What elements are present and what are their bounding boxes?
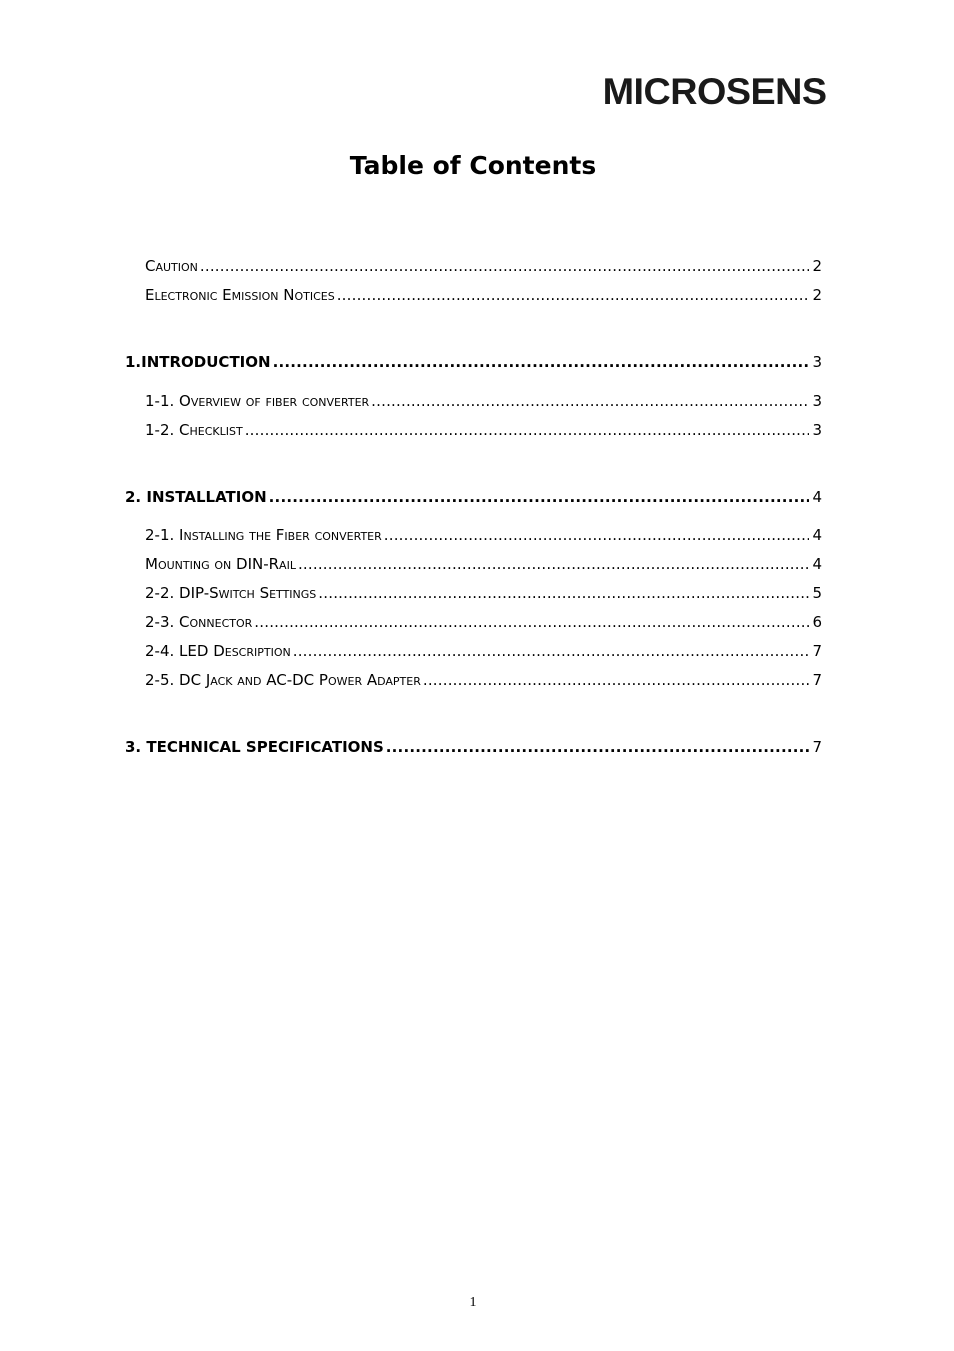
toc-page-number: 5 xyxy=(812,584,822,602)
dot-leader xyxy=(384,525,810,545)
toc-entry-title: Mounting on DIN-Rail xyxy=(145,555,296,573)
dot-leader xyxy=(318,583,809,603)
toc-entry-dip-switch-settings[interactable] xyxy=(145,583,822,603)
dot-leader xyxy=(245,420,810,440)
toc-page-number: 3 xyxy=(812,392,822,410)
toc-entry-title: 1.INTRODUCTION xyxy=(125,353,271,371)
toc-entry-title: LED Description xyxy=(179,642,291,660)
dot-leader xyxy=(200,256,810,276)
toc-page-number: 4 xyxy=(812,526,822,544)
toc-entry-label: 1-1. Overview of fiber converter xyxy=(145,392,370,410)
toc-entry-title: Electronic Emission Notices xyxy=(145,286,335,304)
toc-entry-label: 2-5. DC Jack and AC-DC Power Adapter xyxy=(145,671,421,689)
toc-page-number: 7 xyxy=(812,671,822,689)
toc-entry-connector[interactable] xyxy=(145,612,822,632)
toc-entry-checklist[interactable] xyxy=(145,420,822,440)
toc-entry-led-description[interactable] xyxy=(145,641,822,661)
toc-entry-title: 2. INSTALLATION xyxy=(125,488,267,506)
toc-entry-installing-fiber-converter[interactable] xyxy=(145,525,822,545)
toc-entry-introduction[interactable] xyxy=(125,352,822,372)
toc-page-number: 3 xyxy=(812,353,822,371)
dot-leader xyxy=(293,641,810,661)
toc-page-number: 7 xyxy=(812,642,822,660)
toc-entry-label xyxy=(125,737,384,757)
toc-entry-electronic-emission-notices[interactable] xyxy=(145,285,822,305)
dot-leader xyxy=(254,612,809,632)
toc-entry-title: DIP-Switch Settings xyxy=(179,584,317,602)
toc-entry-technical-specifications[interactable] xyxy=(125,737,822,757)
toc-entry-installation[interactable] xyxy=(125,487,822,507)
toc-page-number: 4 xyxy=(812,488,822,506)
toc-entry-overview[interactable] xyxy=(145,391,822,411)
toc-entry-label: 2-4. LED Description xyxy=(145,642,291,660)
toc-page-number: 3 xyxy=(812,421,822,439)
dot-leader xyxy=(423,670,810,690)
toc-entry-label: 2-1. Installing the Fiber converter xyxy=(145,526,382,544)
page-number: 1 xyxy=(469,1295,477,1310)
toc-entry-title: Installing the Fiber converter xyxy=(179,526,382,544)
toc-entry-title: Checklist xyxy=(179,421,243,439)
microsens-logo: MICROSENS xyxy=(603,71,827,112)
toc-entry-label: 2-3. Connector xyxy=(145,613,253,631)
toc-entry-caution[interactable] xyxy=(145,256,822,276)
dot-leader xyxy=(386,737,810,757)
toc-entry-mounting-din-rail[interactable] xyxy=(145,554,822,574)
toc-entry-label: 1-2. Checklist xyxy=(145,421,243,439)
toc-entry-label xyxy=(145,554,296,574)
toc-entry-label xyxy=(145,285,335,305)
dot-leader xyxy=(371,391,809,411)
toc-page-number: 6 xyxy=(812,613,822,631)
dot-leader xyxy=(269,487,810,507)
page-title: Table of Contents xyxy=(349,151,597,180)
toc-entry-label xyxy=(145,256,198,276)
toc-entry-dc-jack[interactable] xyxy=(145,670,822,690)
toc-page-number: 2 xyxy=(812,257,822,275)
toc-page-number: 7 xyxy=(812,738,822,756)
dot-leader xyxy=(298,554,810,574)
toc-entry-label xyxy=(125,487,267,507)
toc-entry-title: Overview of fiber converter xyxy=(179,392,370,410)
dot-leader xyxy=(337,285,810,305)
dot-leader xyxy=(273,352,810,372)
toc-page-number: 4 xyxy=(812,555,822,573)
toc-entry-label xyxy=(125,352,271,372)
toc-entry-title: Connector xyxy=(179,613,253,631)
toc-entry-label: 2-2. DIP-Switch Settings xyxy=(145,584,317,602)
toc-entry-title: Caution xyxy=(145,257,198,275)
toc-entry-title: DC Jack and AC-DC Power Adapter xyxy=(179,671,421,689)
toc-entry-title: 3. TECHNICAL SPECIFICATIONS xyxy=(125,738,384,756)
toc-page-number: 2 xyxy=(812,286,822,304)
